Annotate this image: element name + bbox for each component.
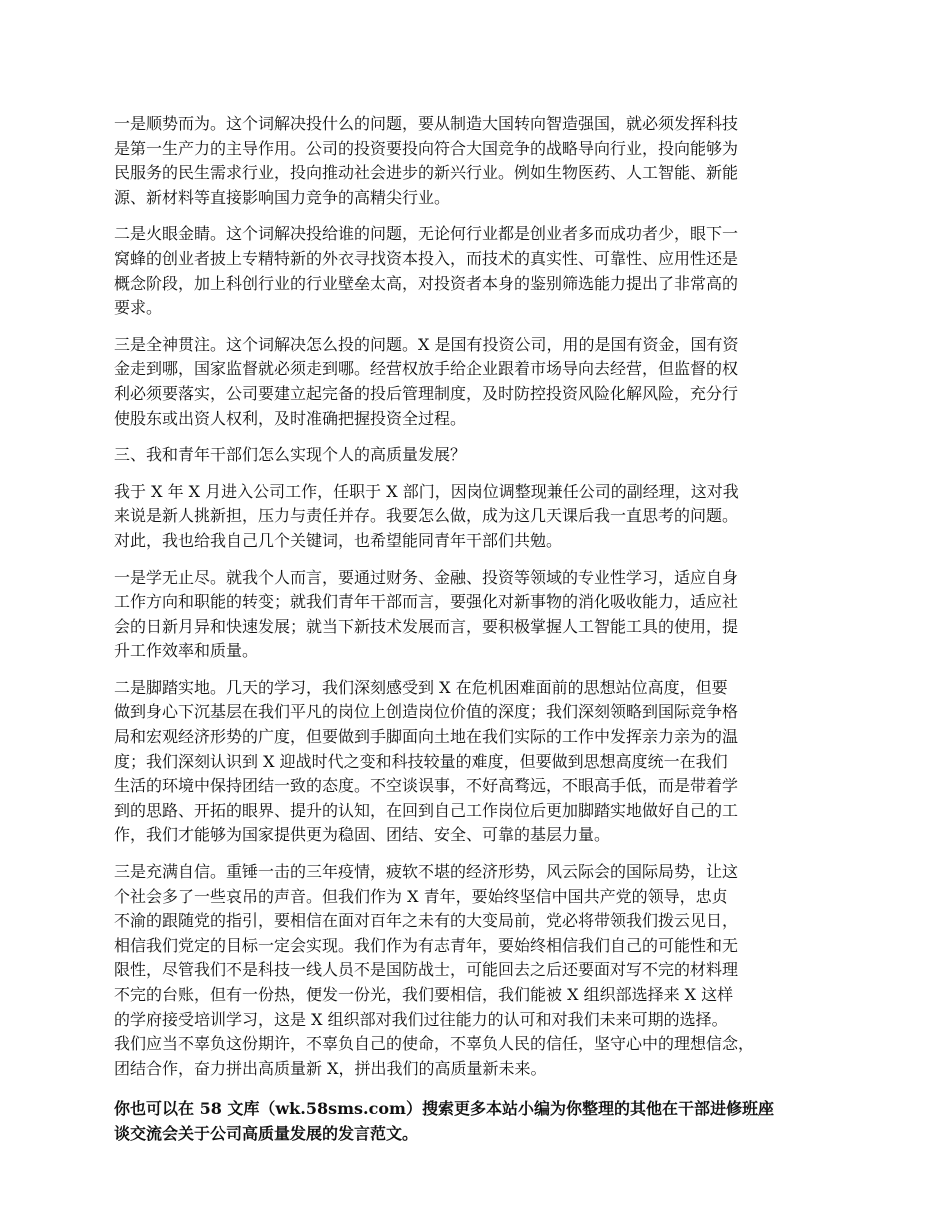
- document-page: [114, 112, 850, 1159]
- text-line: 概念阶段，加上科创行业的行业壁垒太高，对投资者本身的鉴别筛选能力提出了非常高的: [114, 273, 739, 293]
- text-line: 工作方向和职能的转变；就我们青年干部而言，要强化对新事物的消化吸收能力，适应社: [114, 592, 739, 612]
- text-line: 三是全神贯注。这个词解决怎么投的问题。X 是国有投资公司，用的是国有资金，国有资: [114, 334, 739, 354]
- text-line: 源、新材料等直接影响国力竞争的高精尖行业。: [114, 187, 451, 207]
- footer-line: 谈交流会关于公司高质量发展的发言范文。: [114, 1123, 419, 1143]
- text-line: 度；我们深刻认识到 X 迎战时代之变和科技较量的难度，但要做到思想高度统一在我们: [114, 751, 728, 771]
- text-line: 是第一生产力的主导作用。公司的投资要投向符合大国竞争的战略导向行业，投向能够为: [114, 138, 739, 158]
- text-line: 民服务的民生需求行业，投向推动社会进步的新兴行业。例如生物医药、人工智能、新能: [114, 163, 739, 183]
- text-line: 一是顺势而为。这个词解决投什么的问题，要从制造大国转向智造强国，就必须发挥科技: [114, 114, 739, 133]
- text-line: 局和宏观经济形势的广度，但要做到手脚面向土地在我们实际的工作中发挥亲力亲为的温: [114, 727, 739, 747]
- text-line: 三、我和青年干部们怎么实现个人的高质量发展？: [114, 445, 467, 465]
- text-line: 升工作效率和质量。: [114, 641, 259, 661]
- text-line: 我于 X 年 X 月进入公司工作，任职于 X 部门，因岗位调整现兼任公司的副经理，这对我: [114, 481, 739, 501]
- text-line: 对此，我也给我自己几个关键词，也希望能同青年干部们共勉。: [114, 530, 563, 550]
- text-line: 不完的台账，但有一份热，便发一份光，我们要相信，我们能被 X 组织部选择来 X 这样: [114, 985, 734, 1004]
- text-line: 三是充满自信。重锤一击的三年疫情，疲软不堪的经济形势，风云际会的国际局势，让这: [114, 862, 739, 882]
- paragraph-jiaota: [114, 676, 850, 848]
- text-line: 限性，尽管我们不是科技一线人员不是国防战士，可能回去之后还要面对写不完的材料理: [114, 960, 739, 980]
- text-line: 个社会多了一些哀吊的声音。但我们作为 X 青年，要始终坚信中国共产党的领导，忠贞: [114, 886, 728, 906]
- paragraph-xuewu: [114, 566, 850, 664]
- footer-line: 你也可以在 58 文库（wk.58sms.com）搜索更多本站小编为你整理的其他在干部进修班座: [114, 1099, 774, 1119]
- text-line: 作，我们才能够为国家提供更为稳固、团结、安全、可靠的基层力量。: [114, 825, 611, 845]
- text-line: 要求。: [114, 298, 163, 318]
- text-line: 使股东或出资人权利，及时准确把握投资全过程。: [114, 408, 467, 428]
- text-line: 窝蜂的创业者披上专精特新的外衣寻找资本投入，而技术的真实性、可靠性、应用性还是: [114, 248, 739, 268]
- text-line: 到的思路、开拓的眼界、提升的认知，在回到自己工作岗位后更加脚踏实地做好自己的工: [114, 800, 739, 820]
- text-line: 不渝的跟随党的指引，要相信在面对百年之未有的大变局前，党必将带领我们拨云见日，: [114, 911, 739, 931]
- paragraph-shunshi: [114, 112, 850, 210]
- text-line: 的学府接受培训学习，这是 X 组织部对我们过往能力的认可和对我们未来可期的选择。: [114, 1009, 728, 1029]
- text-line: 生活的环境中保持团结一致的态度。不空谈误事，不好高骛远，不眼高手低，而是带着学: [114, 776, 739, 796]
- text-line: 一是学无止尽。就我个人而言，要通过财务、金融、投资等领域的专业性学习，适应自身: [114, 567, 739, 587]
- text-line: 利必须要落实，公司要建立起完备的投后管理制度，及时防控投资风险化解风险，充分行: [114, 383, 739, 403]
- text-line: 二是脚踏实地。几天的学习，我们深刻感受到 X 在危机困难面前的思想站位高度，但要: [114, 677, 728, 697]
- paragraph-quanshen: [114, 333, 850, 431]
- text-line: 会的日新月异和快速发展；就当下新技术发展而言，要积极掌握人工智能工具的使用，提: [114, 616, 739, 636]
- text-line: 金走到哪，国家监督就必须走到哪。经营权放手给企业跟着市场导向去经营，但监督的权: [114, 359, 739, 379]
- section-heading: [114, 443, 850, 468]
- paragraph-huoyan: [114, 222, 850, 320]
- text-line: 二是火眼金睛。这个词解决投给谁的问题，无论何行业都是创业者多而成功者少，眼下一: [114, 224, 739, 244]
- text-line: 相信我们党定的目标一定会实现。我们作为有志青年，要始终相信我们自己的可能性和无: [114, 935, 739, 955]
- paragraph-intro: [114, 480, 850, 554]
- text-line: 来说是新人挑新担，压力与责任并存。我要怎么做，成为这几天课后我一直思考的问题。: [114, 506, 739, 526]
- text-line: 我们应当不辜负这份期许，不辜负自己的使命，不辜负人民的信任，坚守心中的理想信念，: [114, 1034, 755, 1054]
- text-line: 团结合作，奋力拼出高质量新 X，拼出我们的高质量新未来。: [114, 1058, 547, 1078]
- paragraph-zixin: [114, 860, 850, 1081]
- text-line: 做到身心下沉基层在我们平凡的岗位上创造岗位价值的深度；我们深刻领略到国际竞争格: [114, 702, 739, 722]
- footer-note: [114, 1097, 850, 1146]
